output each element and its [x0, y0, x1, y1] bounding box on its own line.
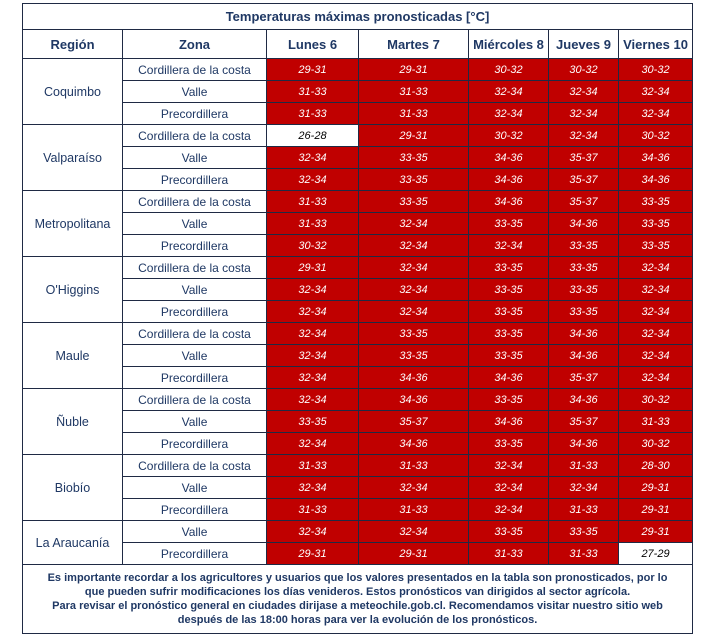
temperature-cell: 32-34	[359, 257, 469, 279]
zona-cell: Valle	[123, 477, 267, 499]
temperature-cell: 32-34	[619, 279, 693, 301]
temperature-cell: 31-33	[267, 103, 359, 125]
temperature-cell: 28-30	[619, 455, 693, 477]
footnote-line-2: que pueden sufrir modificaciones los días venideros. Estos pronósticos van dirigidos al sector agrícola.	[84, 586, 631, 598]
table-row	[23, 147, 693, 169]
temperature-cell: 33-35	[549, 257, 619, 279]
table-row	[23, 301, 693, 323]
zona-cell: Cordillera de la costa	[123, 59, 267, 81]
temperature-cell: 32-34	[469, 81, 549, 103]
table-row	[23, 499, 693, 521]
region-cell: Coquimbo	[23, 59, 123, 125]
region-cell: Valparaíso	[23, 125, 123, 191]
temperature-cell: 34-36	[359, 389, 469, 411]
temperature-cell: 34-36	[549, 433, 619, 455]
zona-cell: Cordillera de la costa	[123, 125, 267, 147]
zona-cell: Cordillera de la costa	[123, 191, 267, 213]
footnote-line-1: Es importante recordar a los agricultores y usuarios que los valores presentados en la tabla son pronosticados, por lo	[47, 572, 668, 584]
temperature-cell: 31-33	[359, 499, 469, 521]
region-cell: Maule	[23, 323, 123, 389]
temperature-cell: 35-37	[549, 169, 619, 191]
zona-cell: Valle	[123, 521, 267, 543]
region-cell: O'Higgins	[23, 257, 123, 323]
temperature-cell: 34-36	[469, 411, 549, 433]
header-day-4: Jueves 9	[549, 30, 619, 59]
temperature-cell: 29-31	[359, 125, 469, 147]
temperature-cell: 34-36	[549, 213, 619, 235]
forecast-document	[22, 3, 692, 634]
temperature-cell: 32-34	[267, 301, 359, 323]
temperature-cell: 35-37	[549, 191, 619, 213]
zona-cell: Precordillera	[123, 367, 267, 389]
temperature-cell: 32-34	[359, 213, 469, 235]
temperature-cell: 29-31	[267, 257, 359, 279]
temperature-cell: 33-35	[359, 345, 469, 367]
temperature-cell: 33-35	[549, 279, 619, 301]
temperature-cell: 29-31	[267, 59, 359, 81]
temperature-cell: 33-35	[469, 345, 549, 367]
header-day-5: Viernes 10	[619, 30, 693, 59]
temperature-cell: 33-35	[469, 301, 549, 323]
temperature-cell: 33-35	[469, 257, 549, 279]
temperature-cell: 30-32	[619, 59, 693, 81]
table-row	[23, 543, 693, 565]
zona-cell: Valle	[123, 213, 267, 235]
temperature-cell: 34-36	[619, 147, 693, 169]
zona-cell: Precordillera	[123, 499, 267, 521]
temperature-cell: 34-36	[619, 169, 693, 191]
temperature-cell: 33-35	[267, 411, 359, 433]
temperature-cell: 32-34	[267, 367, 359, 389]
temperature-cell: 33-35	[469, 521, 549, 543]
temperature-cell: 33-35	[619, 191, 693, 213]
temperature-cell: 32-34	[267, 389, 359, 411]
temperature-cell: 33-35	[619, 213, 693, 235]
temperature-cell: 33-35	[469, 213, 549, 235]
temperature-cell: 32-34	[469, 499, 549, 521]
temperature-cell: 31-33	[267, 455, 359, 477]
header-day-2: Martes 7	[359, 30, 469, 59]
temperature-cell: 31-33	[359, 103, 469, 125]
zona-cell: Cordillera de la costa	[123, 323, 267, 345]
table-row	[23, 477, 693, 499]
table-row	[23, 103, 693, 125]
temperature-cell: 32-34	[549, 477, 619, 499]
table-row	[23, 323, 693, 345]
temperature-cell: 33-35	[469, 389, 549, 411]
table-body	[23, 59, 693, 565]
temperature-cell: 34-36	[549, 389, 619, 411]
temperature-cell: 32-34	[267, 147, 359, 169]
temperature-cell: 32-34	[267, 279, 359, 301]
zona-cell: Precordillera	[123, 301, 267, 323]
zona-cell: Precordillera	[123, 543, 267, 565]
temperature-cell: 33-35	[549, 521, 619, 543]
zona-cell: Cordillera de la costa	[123, 455, 267, 477]
temperature-cell: 32-34	[619, 345, 693, 367]
temperature-cell: 32-34	[619, 323, 693, 345]
temperature-cell: 32-34	[549, 125, 619, 147]
region-cell: Biobío	[23, 455, 123, 521]
temperature-cell: 34-36	[469, 169, 549, 191]
header-region: Región	[23, 30, 123, 59]
temperature-cell: 32-34	[267, 521, 359, 543]
temperature-cell: 32-34	[359, 279, 469, 301]
zona-cell: Cordillera de la costa	[123, 389, 267, 411]
zona-cell: Valle	[123, 279, 267, 301]
zona-cell: Valle	[123, 81, 267, 103]
temperature-cell: 31-33	[549, 499, 619, 521]
temperature-cell: 34-36	[469, 191, 549, 213]
temperature-cell: 34-36	[549, 323, 619, 345]
temperature-cell: 31-33	[619, 411, 693, 433]
temperature-cell: 32-34	[359, 301, 469, 323]
temperature-cell: 30-32	[469, 125, 549, 147]
temperature-cell: 32-34	[469, 103, 549, 125]
temperature-cell: 30-32	[619, 125, 693, 147]
temperature-cell: 31-33	[469, 543, 549, 565]
temperature-cell: 32-34	[549, 81, 619, 103]
temperature-cell: 29-31	[619, 477, 693, 499]
region-cell: Ñuble	[23, 389, 123, 455]
temperature-cell: 32-34	[267, 345, 359, 367]
table-row	[23, 191, 693, 213]
header-day-3: Miércoles 8	[469, 30, 549, 59]
region-cell: Metropolitana	[23, 191, 123, 257]
table-row	[23, 213, 693, 235]
temperature-cell: 32-34	[469, 477, 549, 499]
temperature-cell: 32-34	[359, 521, 469, 543]
table-row	[23, 257, 693, 279]
temperature-cell: 31-33	[549, 455, 619, 477]
zona-cell: Precordillera	[123, 169, 267, 191]
temperature-cell: 35-37	[359, 411, 469, 433]
temperature-cell: 33-35	[359, 147, 469, 169]
table-row	[23, 389, 693, 411]
temperature-cell: 33-35	[469, 279, 549, 301]
temperature-cell: 34-36	[359, 433, 469, 455]
temperature-cell: 34-36	[469, 367, 549, 389]
temperature-cell: 32-34	[619, 81, 693, 103]
temperature-cell: 33-35	[619, 235, 693, 257]
table-row	[23, 367, 693, 389]
temperature-cell: 30-32	[267, 235, 359, 257]
temperature-cell: 30-32	[549, 59, 619, 81]
table-row	[23, 345, 693, 367]
zona-cell: Precordillera	[123, 235, 267, 257]
table-row	[23, 455, 693, 477]
temperature-cell: 32-34	[469, 235, 549, 257]
table-row	[23, 169, 693, 191]
temperature-cell: 30-32	[619, 389, 693, 411]
temperature-cell: 31-33	[267, 191, 359, 213]
temperature-cell: 33-35	[549, 301, 619, 323]
temperature-cell: 31-33	[359, 455, 469, 477]
table-row	[23, 235, 693, 257]
temperature-cell: 32-34	[267, 169, 359, 191]
temperature-cell: 32-34	[619, 301, 693, 323]
forecast-table	[22, 3, 693, 634]
temperature-cell: 32-34	[619, 103, 693, 125]
temperature-cell: 33-35	[549, 235, 619, 257]
temperature-cell: 35-37	[549, 367, 619, 389]
temperature-cell: 33-35	[359, 169, 469, 191]
temperature-cell: 34-36	[549, 345, 619, 367]
temperature-cell: 33-35	[359, 323, 469, 345]
temperature-cell: 29-31	[619, 521, 693, 543]
temperature-cell: 32-34	[469, 455, 549, 477]
zona-cell: Valle	[123, 147, 267, 169]
temperature-cell: 29-31	[619, 499, 693, 521]
footnote	[23, 565, 693, 634]
footnote-line-3: Para revisar el pronóstico general en ciudades dirijase a meteochile.gob.cl. Recomendamos visitar nuestro sitio web	[52, 600, 663, 612]
table-row	[23, 59, 693, 81]
temperature-cell: 31-33	[267, 81, 359, 103]
temperature-cell: 30-32	[469, 59, 549, 81]
table-row	[23, 411, 693, 433]
temperature-cell: 32-34	[359, 477, 469, 499]
table-row	[23, 433, 693, 455]
temperature-cell: 32-34	[267, 477, 359, 499]
temperature-cell: 29-31	[359, 59, 469, 81]
zona-cell: Valle	[123, 345, 267, 367]
zona-cell: Precordillera	[123, 103, 267, 125]
temperature-cell: 31-33	[267, 213, 359, 235]
temperature-cell: 33-35	[469, 323, 549, 345]
zona-cell: Valle	[123, 411, 267, 433]
region-cell: La Araucanía	[23, 521, 123, 565]
header-day-1: Lunes 6	[267, 30, 359, 59]
temperature-cell: 27-29	[619, 543, 693, 565]
temperature-cell: 31-33	[267, 499, 359, 521]
temperature-cell: 26-28	[267, 125, 359, 147]
temperature-cell: 32-34	[619, 257, 693, 279]
temperature-cell: 32-34	[267, 323, 359, 345]
header-zona: Zona	[123, 30, 267, 59]
footnote-line-4: después de las 18:00 horas para ver la evolución de los pronósticos.	[177, 614, 538, 626]
temperature-cell: 34-36	[469, 147, 549, 169]
table-row	[23, 279, 693, 301]
temperature-cell: 32-34	[549, 103, 619, 125]
temperature-cell: 30-32	[619, 433, 693, 455]
table-row	[23, 521, 693, 543]
temperature-cell: 32-34	[359, 235, 469, 257]
temperature-cell: 29-31	[359, 543, 469, 565]
temperature-cell: 31-33	[549, 543, 619, 565]
temperature-cell: 31-33	[359, 81, 469, 103]
temperature-cell: 29-31	[267, 543, 359, 565]
temperature-cell: 35-37	[549, 411, 619, 433]
temperature-cell: 32-34	[619, 367, 693, 389]
table-row	[23, 125, 693, 147]
table-title: Temperaturas máximas pronosticadas [°C]	[23, 4, 693, 30]
temperature-cell: 32-34	[267, 433, 359, 455]
zona-cell: Cordillera de la costa	[123, 257, 267, 279]
temperature-cell: 33-35	[359, 191, 469, 213]
temperature-cell: 35-37	[549, 147, 619, 169]
zona-cell: Precordillera	[123, 433, 267, 455]
header-row	[23, 30, 693, 59]
temperature-cell: 34-36	[359, 367, 469, 389]
temperature-cell: 33-35	[469, 433, 549, 455]
table-row	[23, 81, 693, 103]
